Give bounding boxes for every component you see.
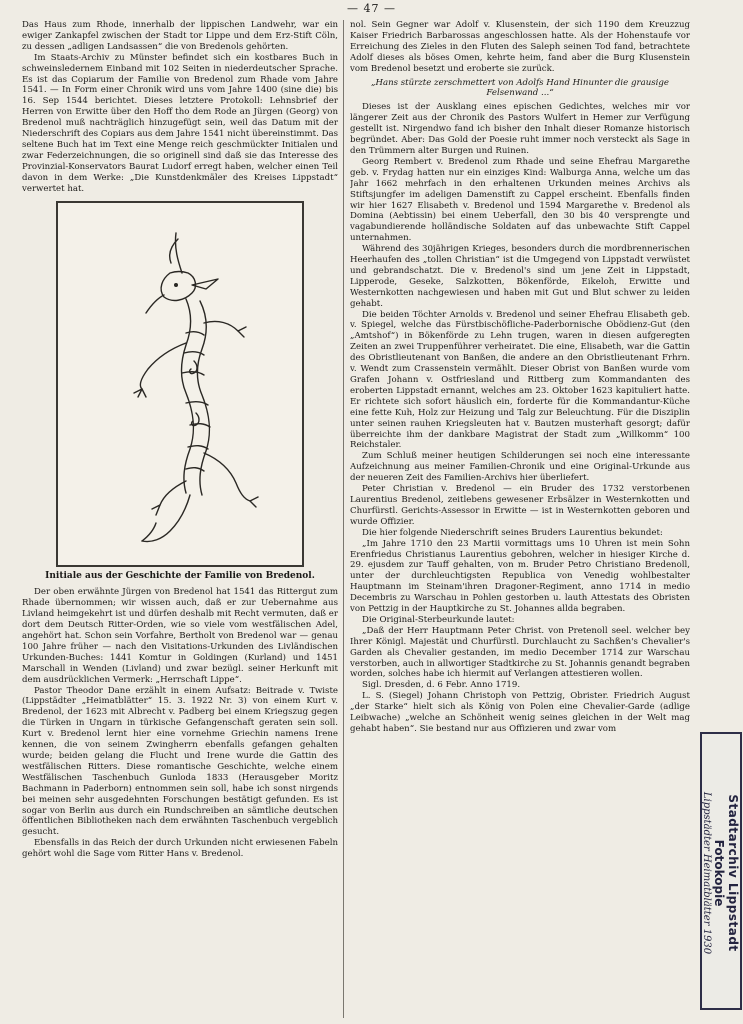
- paragraph: Dieses ist der Ausklang eines epischen Gedichtes, welches mir vor längerer Zeit aus der Chronik des Pastors Wulfert in Hemer zur Verfügung gestellt ist. Nirgendwo fand ich bisher den Inhalt dieser Romanze historisch begründet. Aber: Das Gold der Poesie ruht immer noch versteckt als Sage in den Trümmern alter Burgen und Ruinen.: [350, 102, 690, 156]
- left-column: [22, 20, 338, 1020]
- paragraph: Das Haus zum Rhode, innerhalb der lippischen Landwehr, war ein ewiger Zankapfel zwischen der Stadt tor Lippe und dem Erz-Stift Cöln, zu dessen „adligen Landsassen“ die von Bredenols gehörten.: [22, 20, 338, 52]
- dragon-drawing: [58, 203, 298, 561]
- paragraph: Georg Rembert v. Bredenol zum Rhade und seine Ehefrau Margarethe geb. v. Frydag hatten nur ein einziges Kind: Walburga Anna, welche um das Jahr 1662 mehrfach in den erhaltenen Urkunden meines Archivs als Stiftsjungfer im adeligen Damenstift zu Cappel erscheint. Ebenfalls finden wir hier 1627 Elisabeth v. Bredenol und 1594 Margarethe v. Bredenol als Domina (Aebtissin) bei einem Ueberfall, den 30 bis 40 versprengte und vagabundierende holländische Soldaten auf das unbewachte Stift Cappel unternahmen.: [350, 156, 690, 244]
- page-number: — 47 —: [347, 2, 396, 15]
- right-column: [350, 20, 690, 1020]
- stamp-photocopy: Fotokopie: [712, 839, 727, 907]
- initial-illustration: [56, 201, 304, 567]
- column-divider: [343, 20, 344, 1018]
- paragraph: Die beiden Töchter Arnolds v. Bredenol und seiner Ehefrau Elisabeth geb. v. Spiegel, welche das Fürstbischöfliche-Paderbornische Obödienz-Gut (den „Amtshof“) in Bökenförde zu Lehn trugen, waren in diesen aufgeregten Zeiten an zwei Truppenführer verheiratet. Die eine, Elisabeth, war die Gattin des Obristlieutenant von Banßen, die andere an den Obristlieutenant Frhrn. v. Wendt zum Crassenstein vermählt. Dieser Obrist von Banßen wurde vom Grafen Johann v. Ostfriesland und Rittberg zum Kommandanten des eroberten Lippstadt ernannt, welches am 23. Oktober 1623 kapituliert hatte. Er richtete sich sofort häuslich ein, forderte für die Kommandantur-Küche eine fette Kuh, Holz zur Heizung und Talg zur Beleuchtung. Für die Disziplin unter seinen rauhen Kriegsleuten hat v. Bautzen musterhaft gesorgt; dafür überreichte ihm der dankbare Magistrat der Stadt zum „Willkomm“ 100 Reichstaler.: [350, 309, 690, 451]
- paragraph: Peter Christian v. Bredenol — ein Bruder des 1732 verstorbenen Laurentius Bredenol, zeitlebens gewesener Erbsälzer in Westernkotten und Churfürstl. Gerichts-Assessor in Erwitte — ist in Westernkotten geboren und wurde Offizier.: [350, 484, 690, 527]
- paragraph: nol. Sein Gegner war Adolf v. Klusenstein, der sich 1190 dem Kreuzzug Kaiser Friedrich Barbarossas angeschlossen hatte. Als der Hohenstaufe vor Erreichung des Zieles in den Fluten des Saleph seinen Tod fand, betrachtete Adolf dieses als böses Omen, kehrte heim, fand aber die Burg Klusenstein vom Bredenol besetzt und eroberte sie zurück.: [350, 20, 690, 74]
- verse-quote: „Hans stürzte zerschmettert von Adolfs Hand Hinunter die grausige Felsenwand ...“: [371, 77, 669, 99]
- paragraph: Der oben erwähnte Jürgen von Bredenol hat 1541 das Rittergut zum Rhade übernommen; wir wissen auch, daß er zur Uebernahme aus Livland heimgekehrt ist und dürfen deshalb mit Recht vermuten, daß er dort dem Deutsch Ritter-Orden, wie so viele vom westfälischen Adel, angehört hat. Schon sein Vorfahre, Bertholt von Bredenol war — genau 100 Jahre früher — nach den Visitations-Urkunden des Livländischen Urkunden-Buches: 1441 Komtur in Goldingen (Kurland) und 1451 Marschall in Wenden (Livland) und zwar bezügl. seiner Herkunft mit dem ausdrücklichen Vermerk: „Herrschaft Lippe“.: [22, 587, 338, 685]
- archive-stamp: [700, 732, 742, 1010]
- paragraph: „Im Jahre 1710 den 23 Martii vormittags ums 10 Uhren ist mein Sohn Erenfriedus Christianus Laurentius gebohren, welcher in hiesiger Kirche d. 29. ejusdem zur Tauff gehalten, von m. Bruder Petro Christiano Bredenoll, unter der durchleuchtigsten Republica von Venedig wohlbestalter Hauptmann im Steinam'ihren Dragoner-Regiment, anno 1714 in medio Decembris zu Warschau in Pohlen gestorben u. lauth Attestats des Obristen von Pettzig in der Hauptkirche zu St. Johannes allda begraben.: [350, 538, 690, 615]
- figure-caption: Initiale aus der Geschichte der Familie von Bredenol.: [45, 570, 315, 581]
- stamp-archive-name: Stadtarchiv Lippstadt: [726, 794, 741, 952]
- paragraph: L. S. (Siegel) Johann Christoph von Pettzig, Obrister. Friedrich August „der Starke“ hielt sich als König von Polen eine Chevalier-Garde (adlige Leibwache) „welche an Schönheit wenig seines gleichen in der Welt mag gehabt haben“. Sie bestand nur aus Offizieren und zwar vom: [350, 691, 690, 734]
- paragraph: Pastor Theodor Dane erzählt in einem Aufsatz: Beitrade v. Twiste (Lippstädter „Heimatblätter“ 15. 3. 1922 Nr. 3) von einem Kurt v. Bredenol, der 1623 mit Albrecht v. Padberg bei einem Kriegszug gegen die Türken in Ungarn in türkische Gefangenschaft geraten sein soll. Kurt v. Bredenol lernt hier eine vornehme Griechin namens Irene kennen, die von seinem Zwingherrn ebenfalls gefangen gehalten wurde; beiden gelang die Flucht und Irene wurde die Gattin des westfälischen Ritters. Diese romantische Geschichte, welche einem Westfälischen Taschenbuch Gunloda 1833 (Herausgeber Moritz Bachmann in Paderborn) entnommen sein soll, habe ich sonst nirgends bei meinen sehr ausgedehnten Forschungen bestätigt gefunden. Es ist sogar von Berlin aus durch ein Rundschreiben an sämtliche deutschen öffentlichen Bibliotheken nach dem erwähnten Taschenbuch vergeblich gesucht.: [22, 685, 338, 838]
- paragraph: Während des 30jährigen Krieges, besonders durch die mordbrennerischen Heerhaufen des „tollen Christian“ ist die Umgegend von Lippstadt verwüstet und gebrandschatzt. Die v. Bredenol's sind um jene Zeit in Lippstadt, Lipperode, Geseke, Salzkotten, Bökenförde, Eikeloh, Erwitte und Westernkotten nachgewiesen und haben mit Gut und Blut schwer zu leiden gehabt.: [350, 244, 690, 309]
- paragraph: Die Original-Sterbeurkunde lautet:: [362, 614, 515, 625]
- paragraph: Sigl. Dresden, d. 6 Febr. Anno 1719.: [362, 680, 521, 691]
- paragraph: Im Staats-Archiv zu Münster befindet sich ein kostbares Buch in schweinsledernem Einband mit 102 Seiten in niederdeutscher Sprache. Es ist das Copiarum der Familie von Bredenol zum Rhade vom Jahre 1541. — In Form einer Chronik wird uns vom Jahre 1400 (sine die) bis 16. Sep 1544 berichtet. Dieses letztere Protokoll: Lehnsbrief der Herren von Erwitte über den Hoff tho dem Rode an Jürgen (Georg) von Bredenol muß nachträglich hinzugefügt sein, weil das Datum mit der Niederschrift des Copiars aus dem Jahre 1541 nicht übereinstimmt. Das seltene Buch hat im Text eine Menge reich geschmückter Initialen und zwar Federzeichnungen, die so originell sind daß sie das Interesse des Provinzial-Konservators Baurat Ludorf erregt haben, welcher einen Teil davon in dem Werke: „Die Kunstdenkmäler des Kreises Lippstadt“ verwertet hat.: [22, 52, 338, 194]
- paragraph: Zum Schluß meiner heutigen Schilderungen sei noch eine interessante Aufzeichnung aus meiner Familien-Chronik und eine Original-Urkunde aus der neueren Zeit des Familien-Archivs hier überliefert.: [350, 451, 690, 484]
- paragraph: Die hier folgende Niederschrift seines Bruders Laurentius bekundet:: [362, 527, 663, 538]
- paragraph: Ebensfalls in das Reich der durch Urkunden nicht erwiesenen Fabeln gehört wohl die Sage vom Ritter Hans v. Bredenol.: [22, 838, 338, 860]
- stamp-source-note: Lippstädter Heimatblätter 1930: [701, 791, 713, 955]
- paragraph: „Daß der Herr Hauptmann Peter Christ. von Pretenoll seel. welcher bey Ihrer Königl. Majestät und Churfürstl. Durchlaucht zu Sachßen's Chevalier's Garden als Chevalier gestanden, im medio December 1714 zur Warschau verstorben, auch in allwortiger Stadtkirche zu St. Johannis genandt begraben worden, solches habe ich hiermit auf Verlangen attestieren wollen.: [350, 625, 690, 680]
